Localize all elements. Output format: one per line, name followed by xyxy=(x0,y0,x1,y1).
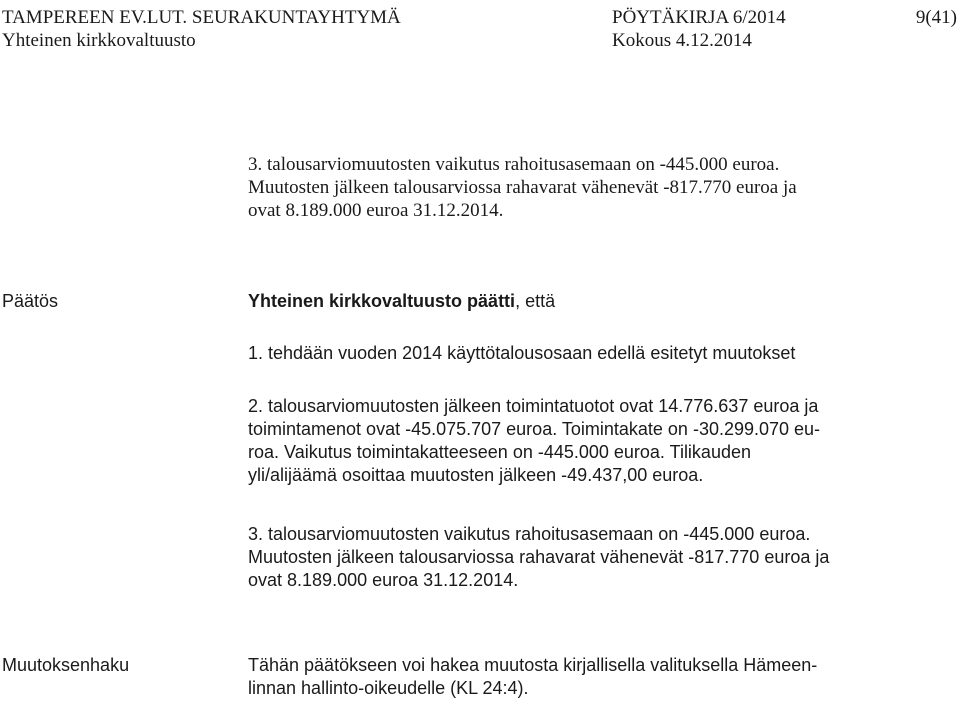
governing-body: Yhteinen kirkkovaltuusto xyxy=(2,30,196,51)
text-line: Muutosten jälkeen talousarviossa rahavarat vähenevät -817.770 euroa ja xyxy=(248,547,830,567)
decision-item-3 xyxy=(248,523,908,592)
header-line-2 xyxy=(2,29,957,52)
text-line: Tähän päätökseen voi hakea muutosta kirjallisella valituksella Hämeen- xyxy=(248,655,818,675)
appeal-text xyxy=(248,654,908,700)
document-title: PÖYTÄKIRJA 6/2014 xyxy=(612,7,786,28)
text-line: 2. talousarviomuutosten jälkeen toimintatuotot ovat 14.776.637 euroa ja xyxy=(248,396,819,416)
text-line: 1. tehdään vuoden 2014 käyttötalousosaan edellä esitetyt muutokset xyxy=(248,343,796,363)
document-header xyxy=(2,6,957,52)
text-line: Muutosten jälkeen talousarviossa rahavarat vähenevät -817.770 euroa ja xyxy=(248,177,797,198)
meeting-date: Kokous 4.12.2014 xyxy=(612,30,752,51)
decision-item-1 xyxy=(248,342,908,365)
text-line: ovat 8.189.000 euroa 31.12.2014. xyxy=(248,570,519,590)
intro-item-3 xyxy=(248,153,908,222)
header-line-1 xyxy=(2,6,957,29)
decision-heading-bold: Yhteinen kirkkovaltuusto päätti xyxy=(248,291,516,311)
appeal-label: Muutoksenhaku xyxy=(2,655,130,675)
text-line: linnan hallinto-oikeudelle (KL 24:4). xyxy=(248,678,529,698)
decision-item-2 xyxy=(248,395,908,487)
text-line: 3. talousarviomuutosten vaikutus rahoitusasemaan on -445.000 euroa. xyxy=(248,524,811,544)
text-line: yli/alijäämä osoittaa muutosten jälkeen -49.437,00 euroa. xyxy=(248,465,704,485)
text-line: toimintamenot ovat -45.075.707 euroa. Toimintakate on -30.299.070 eu- xyxy=(248,419,821,439)
organization-name: TAMPEREEN EV.LUT. SEURAKUNTAYHTYMÄ xyxy=(2,7,401,28)
decision-heading-rest: , että xyxy=(515,291,556,311)
text-line: 3. talousarviomuutosten vaikutus rahoitusasemaan on -445.000 euroa. xyxy=(248,154,780,175)
text-line: roa. Vaikutus toimintakatteeseen on -445.000 euroa. Tilikauden xyxy=(248,442,751,462)
decision-label: Päätös xyxy=(2,291,59,311)
decision-heading xyxy=(248,290,555,313)
page-number: 9(41) xyxy=(915,7,957,28)
text-line: ovat 8.189.000 euroa 31.12.2014. xyxy=(248,200,504,221)
